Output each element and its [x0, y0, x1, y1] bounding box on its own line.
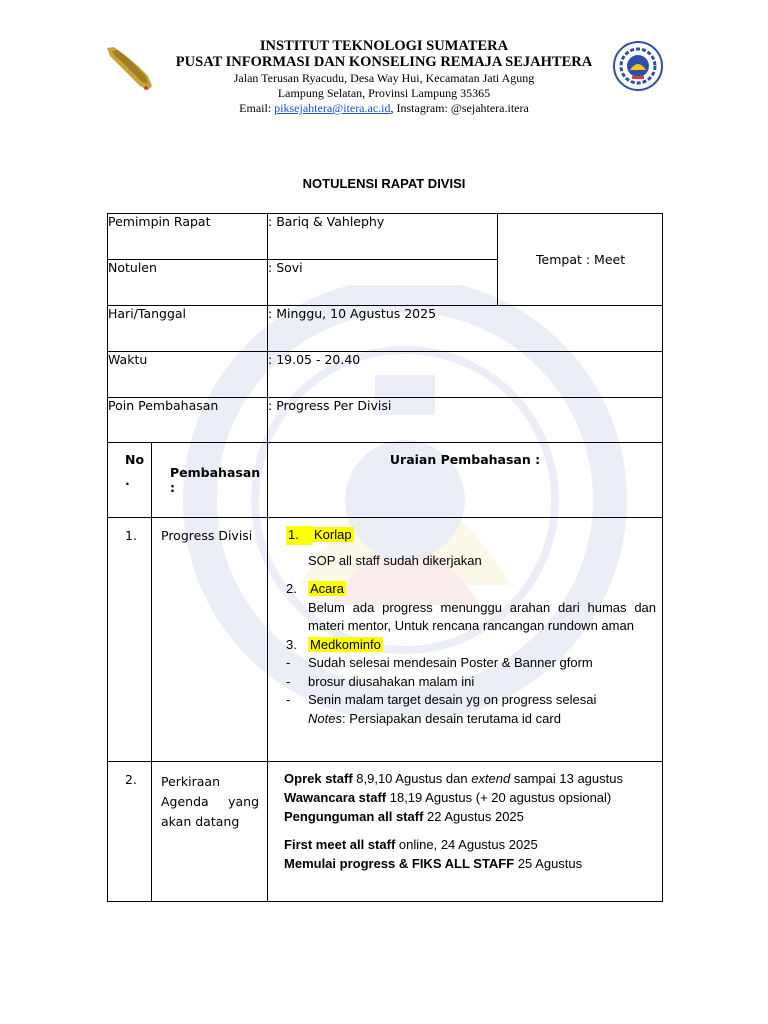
agenda-label: Pengunguman all staff — [284, 809, 424, 824]
agenda-text: 18,19 Agustus (+ 20 agustus opsional) — [386, 790, 612, 805]
topic-word: Agenda — [161, 794, 209, 809]
bullet-text: brosur diusahakan malam ini — [308, 673, 475, 689]
item-number: 2. — [286, 581, 297, 596]
waktu-label: Waktu — [108, 352, 268, 398]
header-no — [108, 443, 152, 518]
tempat-value: Tempat : Meet — [498, 214, 663, 306]
agenda-label: Memulai progress & FIKS ALL STAFF — [284, 856, 515, 871]
agenda-oprek — [284, 769, 652, 788]
waktu-value: : 19.05 - 20.40 — [268, 352, 663, 398]
item-text: Belum ada progress menunggu arahan dari humas dan materi mentor, Untuk rencana rancangan rundown aman — [308, 599, 657, 633]
bullet-item — [286, 673, 656, 692]
notulen-value: : Sovi — [268, 260, 498, 306]
dash-icon: - — [286, 692, 291, 707]
agenda-italic: extend — [471, 771, 511, 786]
notulen-label: Notulen — [108, 260, 268, 306]
division-name: Korlap — [314, 527, 352, 542]
item-text: SOP all staff sudah dikerjakan — [308, 552, 482, 568]
letterhead — [100, 38, 668, 116]
email-prefix: Email: — [239, 101, 275, 115]
table-row — [108, 762, 663, 902]
row2-details — [268, 762, 663, 902]
row1-details — [268, 518, 663, 762]
row2-no: 2. — [108, 762, 152, 902]
agenda-text: 25 Agustus — [514, 856, 583, 871]
meta-row-poin — [108, 398, 663, 443]
agenda-text: 22 Agustus 2025 — [423, 809, 524, 824]
instagram-text: , Instagram: @sejahtera.itera — [390, 101, 529, 115]
row1-topic: Progress Divisi — [152, 518, 268, 762]
topic-line — [161, 792, 259, 812]
bullet-item — [286, 654, 656, 673]
header-pembahasan: Pembahasan : — [152, 443, 268, 518]
list-item — [286, 526, 656, 545]
agenda-text: sampai 13 agustus — [510, 771, 623, 786]
document-title: NOTULENSI RAPAT DIVISI — [302, 176, 466, 191]
header-no-text: No — [125, 452, 145, 467]
list-item — [286, 580, 656, 599]
item-number: 1. — [286, 526, 312, 545]
table-row — [108, 518, 663, 762]
header-uraian: Uraian Pembahasan : — [268, 443, 663, 518]
row2-topic — [152, 762, 268, 902]
minutes-table — [107, 213, 663, 902]
agenda-label: Wawancara staff — [284, 790, 387, 805]
organization-name: PUSAT INFORMASI DAN KONSELING REMAJA SEJAHTERA — [175, 54, 593, 70]
agenda-label: First meet all staff — [284, 837, 396, 852]
meta-row-pemimpin — [108, 214, 663, 260]
agenda-text: online, 24 Agustus 2025 — [395, 837, 538, 852]
notes-line — [286, 710, 656, 729]
poin-label: Poin Pembahasan — [108, 398, 268, 443]
address-line-2: Lampung Selatan, Provinsi Lampung 35365 — [277, 86, 491, 100]
bullet-text: Sudah selesai mendesain Poster & Banner gform — [308, 655, 593, 670]
topic-word: yang — [228, 794, 260, 809]
division-name: Acara — [310, 581, 344, 596]
agenda-firstmeet — [284, 835, 652, 854]
table-header-row — [108, 443, 663, 518]
dash-icon: - — [286, 655, 291, 670]
agenda-wawancara — [284, 788, 652, 807]
address-line-1: Jalan Terusan Ryacudu, Desa Way Hui, Kecamatan Jati Agung — [233, 71, 535, 85]
hari-label: Hari/Tanggal — [108, 306, 268, 352]
list-item — [286, 636, 656, 655]
poin-value: : Progress Per Divisi — [268, 398, 663, 443]
email-link[interactable]: piksejahtera@itera.ac.id — [274, 101, 391, 115]
division-name: Medkominfo — [310, 636, 381, 652]
hari-value: : Minggu, 10 Agustus 2025 — [268, 306, 663, 352]
bullet-text: Senin malam target desain yg on progress selesai — [308, 692, 597, 707]
agenda-memulai — [284, 854, 652, 873]
bullet-item — [286, 691, 656, 710]
contact-line — [100, 101, 668, 116]
topic-line: Perkiraan — [161, 774, 221, 789]
row1-no: 1. — [108, 518, 152, 762]
item-number: 3. — [286, 636, 297, 652]
institution-name: INSTITUT TEKNOLOGI SUMATERA — [259, 38, 509, 54]
header-no-dot: . — [125, 473, 130, 488]
pemimpin-value: : Bariq & Vahlephy — [268, 214, 498, 260]
pemimpin-label: Pemimpin Rapat — [108, 214, 268, 260]
notes-label: Notes — [308, 710, 342, 726]
meta-row-waktu — [108, 352, 663, 398]
topic-line: akan datang — [161, 814, 240, 829]
dash-icon: - — [286, 673, 291, 689]
notes-text: : Persiapakan desain terutama id card — [341, 710, 561, 726]
agenda-pengumuman — [284, 807, 652, 826]
meta-row-hari — [108, 306, 663, 352]
agenda-text: 8,9,10 Agustus dan — [352, 771, 472, 786]
agenda-label: Oprek staff — [284, 771, 353, 786]
